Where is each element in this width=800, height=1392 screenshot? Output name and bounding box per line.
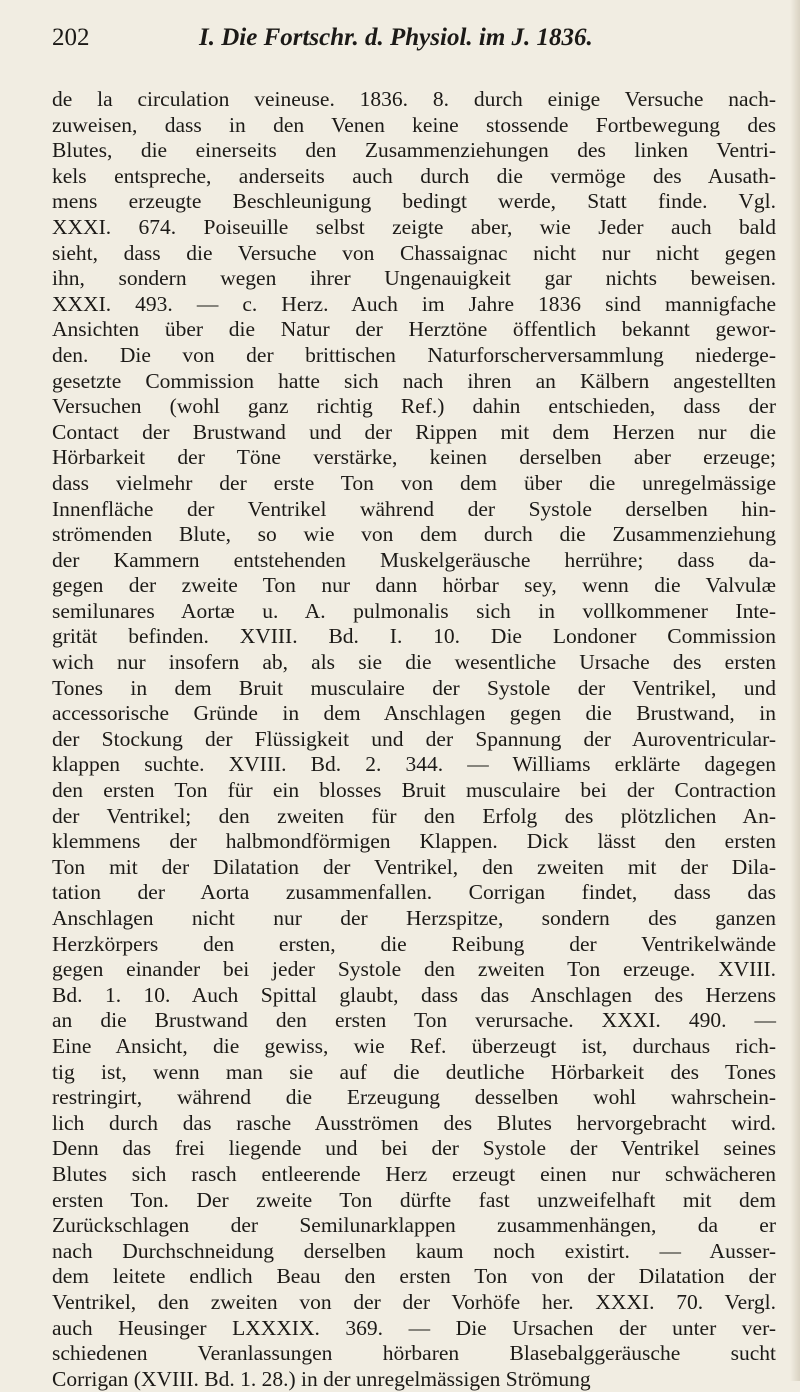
text-line: Tones in dem Bruit musculaire der Systole der Ventrikel, und bbox=[52, 675, 776, 700]
text-line: grität befinden. XVIII. Bd. I. 10. Die Londoner Commission bbox=[52, 624, 776, 649]
text-line: accessorische Gründe in dem Anschlagen gegen die Brustwand, in bbox=[52, 701, 776, 726]
text-line: auch Heusinger LXXXIX. 369. — Die Ursachen der unter ver- bbox=[52, 1315, 776, 1340]
text-line: strömenden Blute, so wie von dem durch die Zusammenziehung bbox=[52, 522, 776, 547]
text-line: gegen einander bei jeder Systole den zweiten Ton erzeuge. XVIII. bbox=[52, 957, 776, 982]
text-line: XXXI. 674. Poiseuille selbst zeigte aber, wie Jeder auch bald bbox=[52, 214, 776, 239]
text-line: Anschlagen nicht nur der Herzspitze, sondern des ganzen bbox=[52, 906, 776, 930]
text-line: de la circulation veineuse. 1836. 8. durch einige Versuche nach- bbox=[52, 87, 776, 111]
text-line: kels entspreche, anderseits auch durch die vermöge des Ausath- bbox=[52, 163, 776, 188]
text-line: zuweisen, dass in den Venen keine stossende Fortbewegung des bbox=[52, 112, 776, 137]
text-line: den. Die von der brittischen Naturforscherversammlung niederge- bbox=[52, 342, 776, 367]
text-line: semilunares Aortæ u. A. pulmonalis sich in vollkommener Inte- bbox=[52, 598, 776, 623]
text-line: Bd. 1. 10. Auch Spittal glaubt, dass das Anschlagen des Herzens bbox=[52, 982, 776, 1007]
text-line: dass vielmehr der erste Ton von dem über die unregelmässige bbox=[52, 470, 776, 495]
running-title bbox=[199, 24, 593, 52]
text-line: XXXI. 493. — c. Herz. Auch im Jahre 1836 sind mannigfache bbox=[52, 291, 776, 316]
running-title-text: I. Die Fortschr. d. Physiol. im J. 1836. bbox=[199, 24, 593, 51]
body-text bbox=[52, 87, 776, 1392]
text-line: der Stockung der Flüssigkeit und der Spannung der Auroventricular- bbox=[52, 726, 776, 751]
text-line: Innenfläche der Ventrikel während der Systole derselben hin- bbox=[52, 496, 776, 521]
text-line: Denn das frei liegende und bei der Systole der Ventrikel seines bbox=[52, 1136, 776, 1161]
text-line: Ansichten über die Natur der Herztöne öffentlich bekannt gewor- bbox=[52, 317, 776, 342]
text-line: tation der Aorta zusammenfallen. Corrigan findet, dass das bbox=[52, 880, 776, 905]
text-line: mens erzeugte Beschleunigung bedingt werde, Statt finde. Vgl. bbox=[52, 189, 776, 214]
text-line: Blutes, die einerseits den Zusammenziehungen des linken Ventri- bbox=[52, 138, 776, 163]
text-line: gesetzte Commission hatte sich nach ihren an Kälbern angestellten bbox=[52, 368, 776, 393]
text-line: den ersten Ton für ein blosses Bruit musculaire bei der Contraction bbox=[52, 778, 776, 803]
text-line: der Ventrikel; den zweiten für den Erfolg des plötzlichen An- bbox=[52, 803, 776, 828]
text-line: dem leitete endlich Beau den ersten Ton von der Dilatation der bbox=[52, 1264, 776, 1289]
text-line: Zurückschlagen der Semilunarklappen zusammenhängen, da er bbox=[52, 1213, 776, 1238]
text-line: restringirt, während die Erzeugung desselben wohl wahrschein- bbox=[52, 1085, 776, 1110]
text-line: nach Durchschneidung derselben kaum noch existirt. — Ausser- bbox=[52, 1238, 776, 1263]
text-line: schiedenen Veranlassungen hörbaren Blasebalggeräusche sucht bbox=[52, 1341, 776, 1366]
text-line: an die Brustwand den ersten Ton verursache. XXXI. 490. — bbox=[52, 1008, 776, 1033]
page-edge-shadow bbox=[790, 0, 800, 1381]
text-line: ersten Ton. Der zweite Ton dürfte fast unzweifelhaft mit dem bbox=[52, 1187, 776, 1212]
page-number: 202 bbox=[52, 24, 90, 51]
text-line: klemmens der halbmondförmigen Klappen. Dick lässt den ersten bbox=[52, 829, 776, 854]
text-line: der Kammern entstehenden Muskelgeräusche herrühre; dass da- bbox=[52, 547, 776, 572]
text-line: Versuchen (wohl ganz richtig Ref.) dahin entschieden, dass der bbox=[52, 394, 776, 419]
text-line: tig ist, wenn man sie auf die deutliche Hörbarkeit des Tones bbox=[52, 1059, 776, 1084]
text-line: sieht, dass die Versuche von Chassaignac nicht nur nicht gegen bbox=[52, 240, 776, 265]
page-header bbox=[52, 24, 772, 54]
text-line: Blutes sich rasch entleerende Herz erzeugt einen nur schwächeren bbox=[52, 1161, 776, 1186]
text-line: Hörbarkeit der Töne verstärke, keinen derselben aber erzeuge; bbox=[52, 445, 776, 470]
text-line: lich durch das rasche Ausströmen des Blutes hervorgebracht wird. bbox=[52, 1110, 776, 1135]
text-line: klappen suchte. XVIII. Bd. 2. 344. — Williams erklärte dagegen bbox=[52, 752, 776, 777]
text-line: Ton mit der Dilatation der Ventrikel, den zweiten mit der Dila- bbox=[52, 854, 776, 879]
text-line: Ventrikel, den zweiten von der der Vorhöfe her. XXXI. 70. Vergl. bbox=[52, 1289, 776, 1314]
text-line: ihn, sondern wegen ihrer Ungenauigkeit gar nichts beweisen. bbox=[52, 266, 776, 291]
text-line: Contact der Brustwand und der Rippen mit dem Herzen nur die bbox=[52, 419, 776, 444]
text-line: wich nur insofern ab, als sie die wesentliche Ursache des ersten bbox=[52, 650, 776, 675]
text-line: Corrigan (XVIII. Bd. 1. 28.) in der unregelmässigen Strömung bbox=[52, 1366, 591, 1391]
text-line: gegen der zweite Ton nur dann hörbar sey, wenn die Valvulæ bbox=[52, 573, 776, 598]
text-line: Herzkörpers den ersten, die Reibung der Ventrikelwände bbox=[52, 931, 776, 956]
text-line: Eine Ansicht, die gewiss, wie Ref. überzeugt ist, durchaus rich- bbox=[52, 1033, 776, 1058]
